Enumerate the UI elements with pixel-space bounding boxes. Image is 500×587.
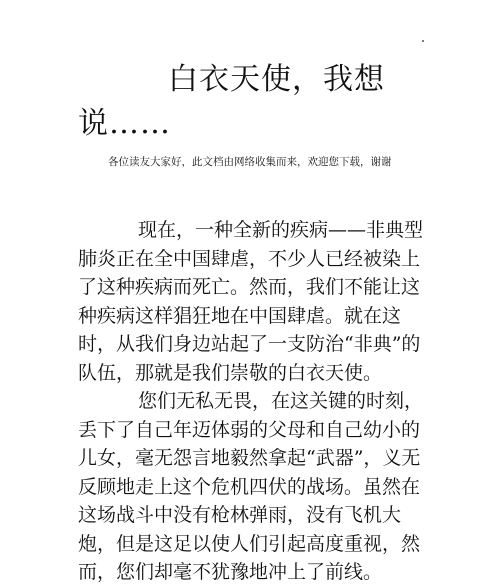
- body-paragraph: 您们无私无畏，在这关键的时刻，丢下了自己年迈体弱的父母和自己幼小的儿女，毫无怨言地毅然拿起“武器”，义无反顾地走上这个危机四伏的战场。虽然在这场战斗中没有枪林弹雨，没有飞机大炮，但是这足以使人们引起高度重视，然而，您们却毫不犹豫地冲上了前线。: [78, 390, 424, 583]
- document-title: 白衣天使，我想说……: [78, 62, 385, 141]
- body-paragraph: 现在，一种全新的疾病——非典型肺炎正在全中国肆虐，不少人已经被染上了这种疾病而死亡。然而，我们不能让这种疾病这样猖狂地在中国肆虐。就在这时，从我们身边站起了一支防治“非典”的队伍，那就是我们崇敬的白衣天使。: [78, 219, 424, 384]
- page-corner-dot: [422, 40, 424, 42]
- document-body: [78, 216, 430, 587]
- download-notice: 各位读友大家好，此文档由网络收集而来，欢迎您下载，谢谢: [108, 156, 392, 168]
